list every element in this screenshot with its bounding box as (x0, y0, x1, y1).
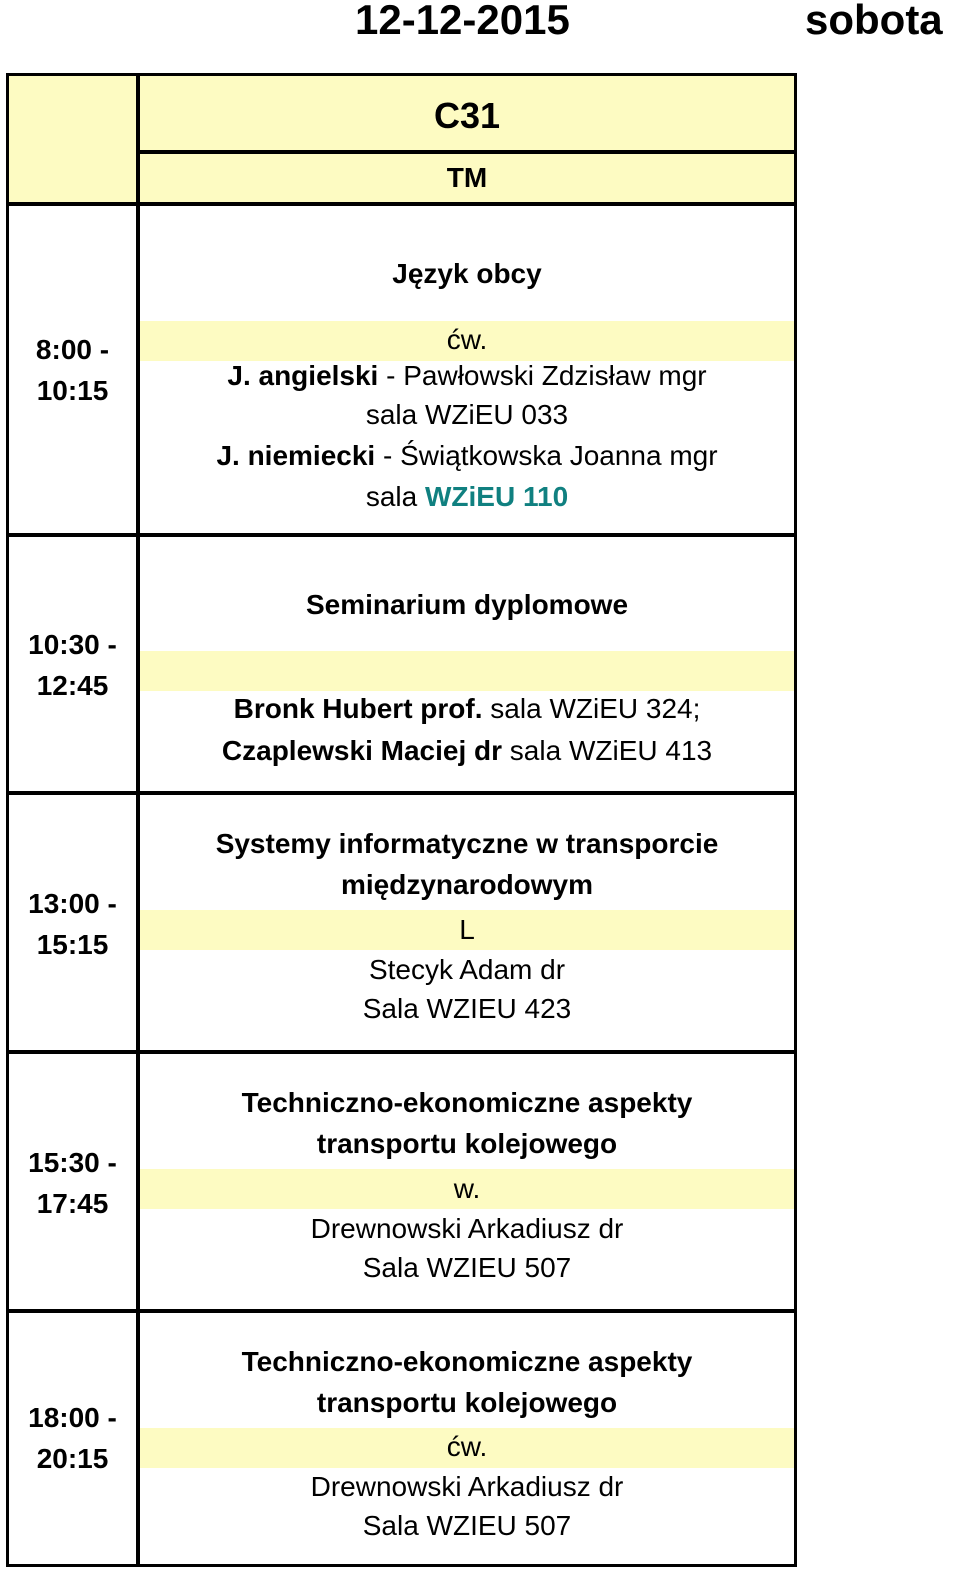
teacher-name: - Pawłowski Zdzisław mgr (378, 360, 707, 391)
header-corner-cell (9, 76, 136, 202)
class-cell-2 (140, 537, 794, 791)
time-end: 12:45 (36, 670, 109, 701)
teacher: Drewnowski Arkadiusz dr (310, 1471, 624, 1502)
teacher-line (140, 356, 794, 396)
time-start: 8:00 - (35, 334, 110, 365)
group-sub: TM (446, 162, 488, 193)
language-name: J. niemiecki (216, 440, 376, 471)
group-name-cell (140, 76, 794, 150)
subject-line-2: transportu kolejowego (316, 1128, 618, 1159)
time-start: 13:00 - (28, 888, 117, 919)
subject: Seminarium dyplomowe (305, 589, 629, 620)
schedule-day: sobota (805, 0, 943, 43)
teacher-line (140, 436, 794, 476)
subject: Język obcy (392, 258, 542, 289)
room: Sala WZIEU 507 (362, 1252, 572, 1283)
teacher-line (140, 689, 794, 729)
time-start: 10:30 - (28, 629, 117, 660)
time-end: 15:15 (36, 929, 109, 960)
teacher-name: Bronk Hubert prof. (233, 693, 483, 724)
teacher: Stecyk Adam dr (368, 954, 566, 985)
subject-line-1: Systemy informatyczne w transporcie (215, 828, 719, 859)
time-start: 15:30 - (28, 1147, 117, 1178)
room: sala WZiEU 324; (482, 693, 701, 724)
teacher-name: - Świątkowska Joanna mgr (375, 440, 718, 471)
class-type: w. (453, 1173, 481, 1204)
room: sala WZiEU 413 (502, 735, 713, 766)
teacher: Drewnowski Arkadiusz dr (310, 1213, 624, 1244)
group-sub-cell (140, 154, 794, 202)
teacher-line (140, 731, 794, 771)
room-prefix: sala (365, 481, 425, 512)
class-type: L (459, 914, 475, 945)
room: sala WZiEU 033 (365, 399, 569, 430)
time-cell-2 (9, 537, 136, 791)
subject-line-1: Techniczno-ekonomiczne aspekty (241, 1346, 693, 1377)
class-cell-3 (140, 795, 794, 1050)
time-cell-4 (9, 1054, 136, 1309)
teacher-name: Czaplewski Maciej dr (221, 735, 503, 766)
class-type: ćw. (446, 324, 488, 355)
class-cell-5 (140, 1313, 794, 1564)
group-name: C31 (433, 95, 501, 136)
time-cell-5 (9, 1313, 136, 1564)
class-cell-1 (140, 206, 794, 533)
class-cell-4 (140, 1054, 794, 1309)
time-end: 17:45 (36, 1188, 109, 1219)
time-start: 18:00 - (28, 1402, 117, 1433)
room: Sala WZIEU 423 (362, 993, 572, 1024)
schedule-date: 12-12-2015 (355, 0, 570, 43)
time-end: 10:15 (36, 375, 109, 406)
subject-line-1: Techniczno-ekonomiczne aspekty (241, 1087, 693, 1118)
schedule-table (6, 73, 797, 1567)
language-name: J. angielski (227, 360, 379, 391)
room: Sala WZIEU 507 (362, 1510, 572, 1541)
subject-line-2: transportu kolejowego (316, 1387, 618, 1418)
class-type: ćw. (446, 1431, 488, 1462)
time-end: 20:15 (36, 1443, 109, 1474)
subject-line-2: międzynarodowym (340, 869, 594, 900)
time-cell-1 (9, 206, 136, 533)
room-number: WZiEU 110 (424, 481, 569, 512)
time-cell-3 (9, 795, 136, 1050)
type-band (140, 651, 794, 691)
room (140, 477, 794, 517)
